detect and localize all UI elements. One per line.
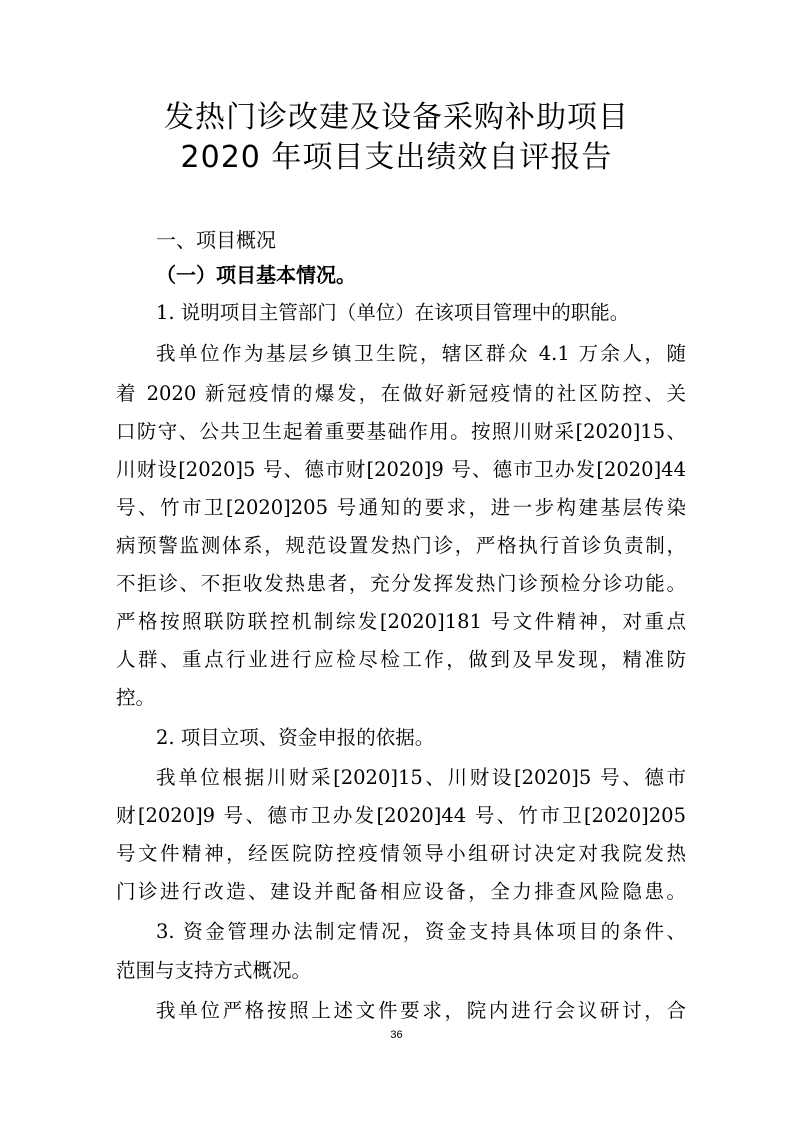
subsection-heading: （一）项目基本情况。 (156, 263, 356, 287)
paragraph-line: 川财设[2020]5 号、德市财[2020]9 号、德市卫办发[2020]44 (116, 458, 686, 481)
report-title-line-1: 发热门诊改建及设备采购补助项目 (164, 100, 629, 135)
paragraph-line: 财[2020]9 号、德市卫办发[2020]44 号、竹市卫[2020]205 (116, 804, 686, 827)
paragraph-line: 严格按照联防联控机制综发[2020]181 号文件精神，对重点 (116, 610, 686, 633)
paragraph-line: 不拒诊、不拒收发热患者，充分发挥发热门诊预检分诊功能。 (116, 572, 686, 595)
paragraph-line: 控。 (116, 686, 156, 709)
paragraph-line: 我单位严格按照上述文件要求，院内进行会议研讨，合 (156, 999, 686, 1022)
item-1-heading: 1. 说明项目主管部门（单位）在该项目管理中的职能。 (156, 301, 630, 324)
paragraph-line: 病预警监测体系，规范设置发热门诊，严格执行首诊负责制， (116, 534, 686, 557)
paragraph-line: 着 2020 新冠疫情的爆发，在做好新冠疫情的社区防控、关 (116, 382, 686, 405)
paragraph-line: 号、竹市卫[2020]205 号通知的要求，进一步构建基层传染 (116, 496, 686, 519)
item-2-heading: 2. 项目立项、资金申报的依据。 (156, 726, 435, 749)
paragraph-line: 口防守、公共卫生起着重要基础作用。按照川财采[2020]15、 (116, 420, 686, 443)
paragraph-line: 人群、重点行业进行应检尽检工作，做到及早发现，精准防 (116, 648, 686, 671)
paragraph-line: 我单位作为基层乡镇卫生院，辖区群众 4.1 万余人，随 (156, 342, 686, 365)
section-heading: 一、项目概况 (156, 228, 276, 252)
item-3-heading-cont: 范围与支持方式概况。 (116, 959, 312, 982)
paragraph-line: 号文件精神，经医院防控疫情领导小组研讨决定对我院发热 (116, 842, 686, 865)
page-number: 36 (390, 1029, 403, 1041)
paragraph-line: 我单位根据川财采[2020]15、川财设[2020]5 号、德市 (156, 766, 686, 789)
item-3-heading: 3. 资金管理办法制定情况，资金支持具体项目的条件、 (156, 920, 686, 943)
paragraph-line: 门诊进行改造、建设并配备相应设备，全力排查风险隐患。 (116, 880, 686, 903)
report-title-line-2: 2020 年项目支出绩效自评报告 (180, 140, 613, 175)
